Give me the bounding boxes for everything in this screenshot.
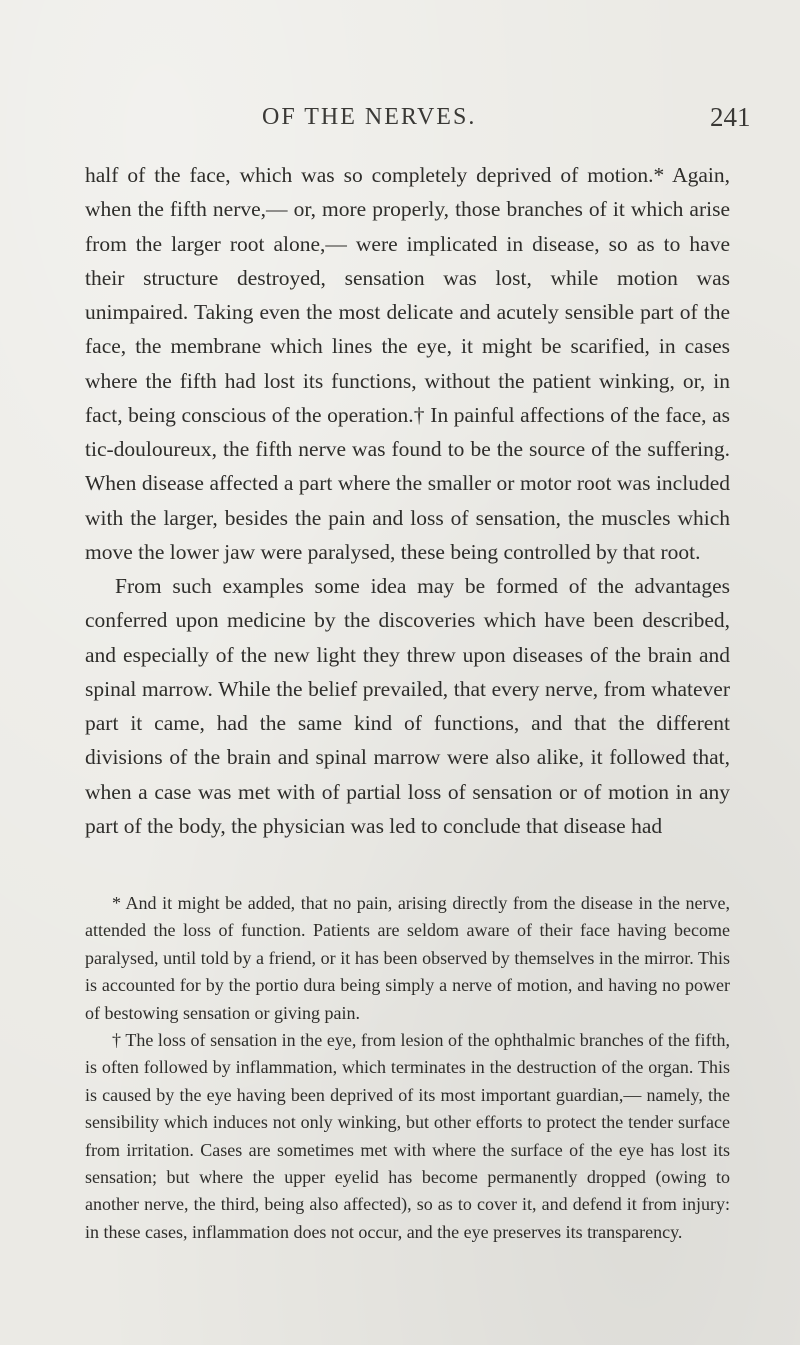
page-number: 241 — [710, 102, 751, 132]
footnotes — [85, 890, 730, 1246]
main-text — [85, 158, 730, 843]
paragraph-1: half of the face, which was so completely deprived of motion.* Again, when the fifth nerve,— or, more properly, those branches of it which arise from the larger root alone,— were implicated in disease, so as to have their structure destroyed, sensation was lost, while motion was unimpaired. Taking even the most delicate and acutely sensible part of the face, the membrane which lines the eye, it might be scarified, in cases where the fifth had lost its functions, without the patient winking, or, in fact, being conscious of the operation.† In painful affections of the face, as tic-douloureux, the fifth nerve was found to be the source of the suffering. When disease affected a part where the smaller or motor root was included with the larger, besides the pain and loss of sensation, the muscles which move the lower jaw were paralysed, these being controlled by that root. — [85, 163, 730, 564]
paragraph-2: From such examples some idea may be formed of the advantages conferred upon medicine by the discoveries which have been described, and especially of the new light they threw upon diseases of the brain and spinal marrow. While the belief prevailed, that every nerve, from whatever part it came, had the same kind of functions, and that the different divisions of the brain and spinal marrow were also alike, it followed that, when a case was met with of partial loss of sensation or of motion in any part of the body, the physician was led to conclude that disease had — [85, 574, 730, 838]
running-head: OF THE NERVES. — [262, 104, 477, 130]
footnote-1: * And it might be added, that no pain, arising directly from the disease in the nerve, attended the loss of function. Patients are seldom aware of their face having become paralysed, until told by a friend, or it has been observed by themselves in the mirror. This is accounted for by the portio dura being simply a nerve of motion, and having no power of bestowing sensation or giving pain. — [85, 893, 730, 1023]
footnote-2: † The loss of sensation in the eye, from lesion of the ophthalmic branches of the fifth, is often followed by inflammation, which terminates in the destruction of the organ. This is caused by the eye having been deprived of its most important guardian,— namely, the sensibility which induces not only winking, but other efforts to protect the tender surface from irritation. Cases are sometimes met with where the surface of the eye has lost its sensation; but where the upper eyelid has become permanently dropped (owing to another nerve, the third, being also affected), so as to cover it, and defend it from injury: in these cases, inflammation does not occur, and the eye preserves its transparency. — [85, 1030, 730, 1242]
page-header — [0, 104, 800, 144]
